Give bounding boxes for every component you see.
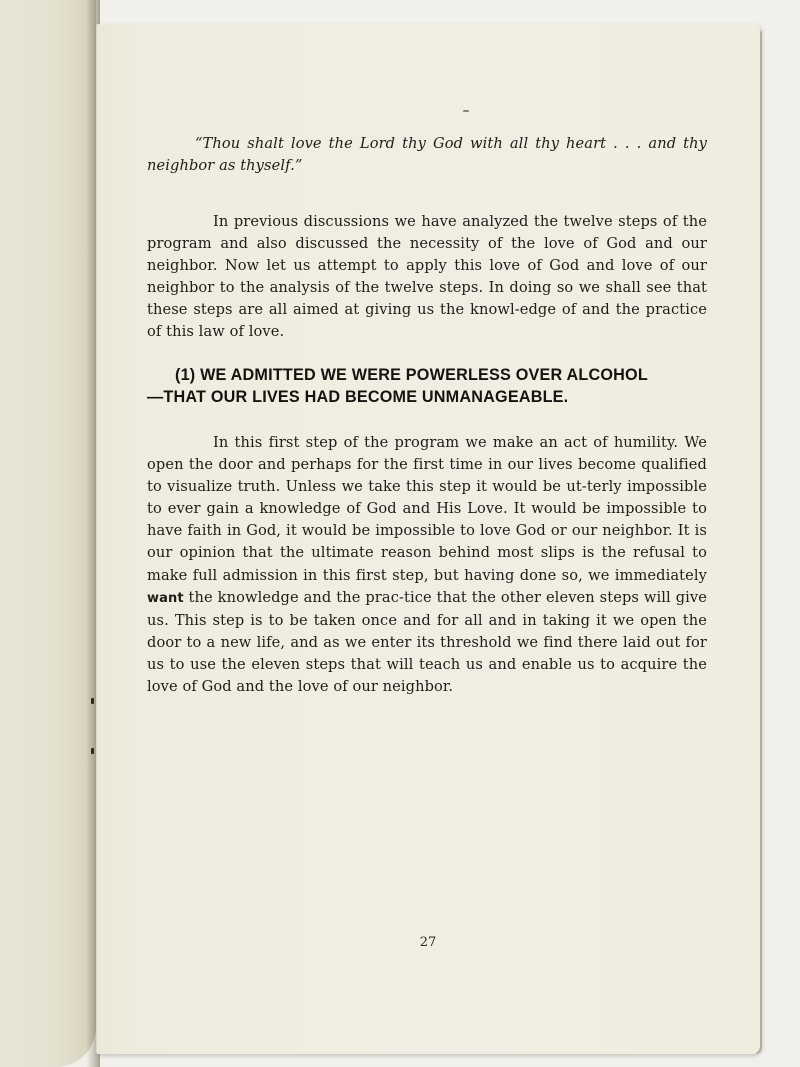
paragraph-text: In this first step of the program we make an act of humility. We open the door and perhaps for the first time in our lives become qualified to visualize truth. Unless we take this step it would be ut-terly impossible to ever gain a knowledge of God and His Love. It would be impossible to have faith in God, it would be impossible to love God or our neighbor. It is our opinion that the ultimate reason behind most slips is the refusal to make full admission in this first step, but having done so, we immediately	[147, 434, 707, 584]
binding-mark	[91, 748, 94, 754]
step-heading-line-1: (1) WE ADMITTED WE WERE POWERLESS OVER ALCOHOL	[175, 366, 648, 384]
step-heading	[147, 364, 707, 408]
facing-page-edge	[0, 0, 96, 1067]
opening-quote: “Thou shalt love the Lord thy God with all thy heart . . . and thy neighbor as thyself.”	[147, 135, 707, 174]
emphasized-word: want	[147, 590, 184, 606]
intro-paragraph: In previous discussions we have analyzed the twelve steps of the program and also discussed the necessity of the love of God and our neighbor. Now let us attempt to apply this love of God and love of our neighbor to the analysis of the twelve steps. In doing so we shall see that these steps are all aimed at giving us the knowl-edge of and the practice of this law of love.	[147, 213, 707, 341]
page-number: 27	[419, 935, 437, 950]
paper-speck	[463, 110, 469, 112]
paragraph-text: the knowledge and the prac-tice that the other eleven steps will give us. This step is to be taken once and for all and in taking it we open the door to a new life, and as we enter its threshold we find there laid out for us to use the eleven steps that will teach us and enable us to acquire the love of God and the love of our neighbor.	[147, 588, 707, 696]
step-heading-line-2: —THAT OUR LIVES HAD BECOME UNMANAGEABLE.	[147, 388, 569, 406]
step-one-paragraph	[147, 432, 707, 698]
binding-mark	[91, 698, 94, 704]
